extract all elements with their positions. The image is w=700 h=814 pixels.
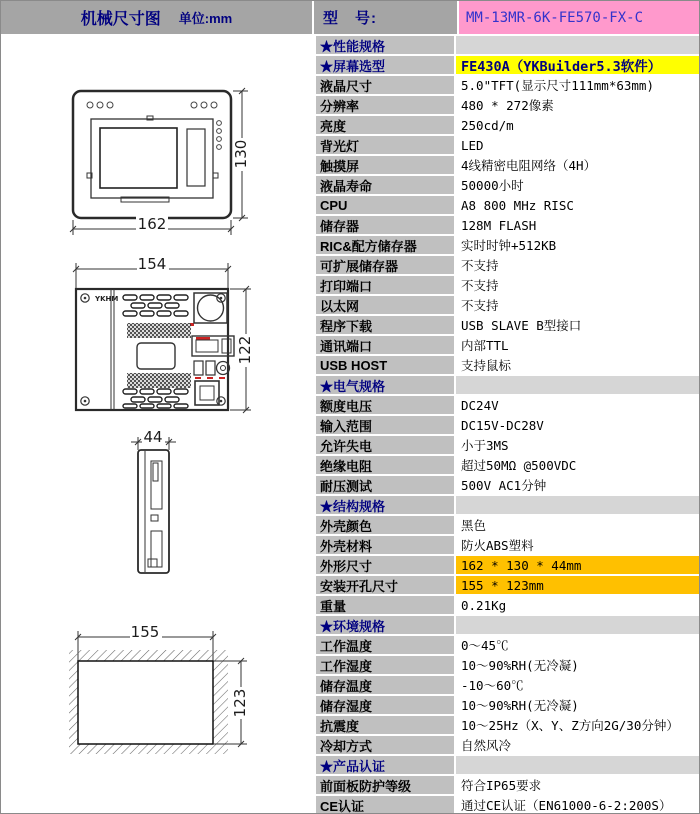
spec-row [316,696,700,714]
spec-label: CPU [316,196,454,214]
side-view-diagram [1,429,314,611]
spec-value: 128M FLASH [456,216,700,234]
spec-label: ★环境规格 [316,616,454,634]
spec-value: 超过50MΩ @500VDC [456,456,700,474]
spec-value: 5.0"TFT(显示尺寸111mm*63mm) [456,76,700,94]
spec-value: 0.21Kg [456,596,700,614]
spec-label: 重量 [316,596,454,614]
spec-value: 实时时钟+512KB [456,236,700,254]
cutout-opening [78,661,213,744]
spec-label: 储存器 [316,216,454,234]
spec-label: 工作温度 [316,636,454,654]
spec-value: 50000小时 [456,176,700,194]
spec-value: FE430A（YKBuilder5.3软件） [456,56,700,74]
spec-row [316,676,700,694]
spec-row [316,36,700,54]
spec-label: ★结构规格 [316,496,454,514]
spec-label: 通讯端口 [316,336,454,354]
spec-value: 10～90%RH(无冷凝) [456,656,700,674]
spec-row [316,756,700,774]
spec-label: CE认证 [316,796,454,814]
side-width-dim: 44 [143,429,163,446]
spec-row [316,76,700,94]
spec-value: -10～60℃ [456,676,700,694]
spec-row [316,176,700,194]
spec-label: 冷却方式 [316,736,454,754]
header-bar [1,1,699,34]
spec-row [316,116,700,134]
unit-label: 单位:mm [178,11,233,26]
spec-label: 液晶寿命 [316,176,454,194]
spec-row [316,96,700,114]
spec-value: 内部TTL [456,336,700,354]
model-label: 型 号: [323,10,377,27]
spec-value: 防火ABS塑料 [456,536,700,554]
spec-value [456,36,700,54]
spec-row [316,476,700,494]
spec-value [456,616,700,634]
spec-row [316,556,700,574]
spec-row [316,256,700,274]
back-width-dim: 154 [137,255,167,273]
spec-label: ★屏幕选型 [316,56,454,74]
spec-value: 155 * 123mm [456,576,700,594]
spec-value: 自然风冷 [456,736,700,754]
spec-row [316,356,700,374]
back-view-diagram [1,251,314,429]
cutout-height-dim: 123 [231,688,249,718]
back-height-dim: 122 [236,335,254,365]
brand-logo: YKHM [95,295,119,303]
spec-value: USB SLAVE B型接口 [456,316,700,334]
spec-label: 抗震度 [316,716,454,734]
spec-row [316,736,700,754]
spec-label: 外壳颜色 [316,516,454,534]
spec-value: 500V AC1分钟 [456,476,700,494]
spec-row [316,56,700,74]
spec-row [316,636,700,654]
spec-row [316,396,700,414]
spec-label: 工作湿度 [316,656,454,674]
spec-label: 外壳材料 [316,536,454,554]
spec-label: 亮度 [316,116,454,134]
spec-value: 支持鼠标 [456,356,700,374]
spec-value: 480 * 272像素 [456,96,700,114]
spec-row [316,716,700,734]
spec-value: 通过CE认证（EN61000-6-2:200S） [456,796,700,814]
spec-row [316,236,700,254]
spec-row [316,276,700,294]
spec-label: 触摸屏 [316,156,454,174]
spec-label: 以太网 [316,296,454,314]
mechanical-drawings-pane [1,36,314,814]
spec-label: 分辨率 [316,96,454,114]
spec-label: 储存温度 [316,676,454,694]
spec-row [316,516,700,534]
spec-row [316,776,700,794]
spec-row [316,296,700,314]
spec-label: 储存湿度 [316,696,454,714]
spec-value: 10～90%RH(无冷凝) [456,696,700,714]
spec-row [316,456,700,474]
spec-row [316,656,700,674]
model-value-cell [459,1,699,34]
spec-label: RIC&配方储存器 [316,236,454,254]
spec-label: 输入范围 [316,416,454,434]
spec-row [316,416,700,434]
spec-value: 小于3MS [456,436,700,454]
spec-value [456,756,700,774]
spec-row [316,196,700,214]
spec-row [316,536,700,554]
front-view-diagram [1,53,314,249]
model-label-cell [314,1,457,34]
spec-row [316,316,700,334]
spec-row [316,576,700,594]
spec-label: 外形尺寸 [316,556,454,574]
spec-label: 绝缘电阻 [316,456,454,474]
spec-value: A8 800 MHz RISC [456,196,700,214]
spec-label: 背光灯 [316,136,454,154]
spec-value: 10～25Hz（X、Y、Z方向2G/30分钟） [456,716,700,734]
spec-row [316,376,700,394]
spec-label: ★产品认证 [316,756,454,774]
spec-label: USB HOST [316,356,454,374]
spec-label: ★电气规格 [316,376,454,394]
front-width-dim: 162 [137,215,167,233]
front-height-dim: 130 [232,139,250,169]
spec-row [316,156,700,174]
spec-label: ★性能规格 [316,36,454,54]
spec-value: 162 * 130 * 44mm [456,556,700,574]
spec-label: 允许失电 [316,436,454,454]
spec-row [316,216,700,234]
spec-value: DC15V-DC28V [456,416,700,434]
spec-label: 额度电压 [316,396,454,414]
spec-value: LED [456,136,700,154]
spec-table [316,36,700,814]
spec-value: 0～45℃ [456,636,700,654]
spec-label: 打印端口 [316,276,454,294]
panel-cutout-diagram [1,611,314,814]
spec-label: 程序下载 [316,316,454,334]
spec-value: 250cd/m [456,116,700,134]
model-number: MM-13MR-6K-FE570-FX-C [466,9,644,26]
spec-label: 耐压测试 [316,476,454,494]
spec-value: 符合IP65要求 [456,776,700,794]
spec-value: 黑色 [456,516,700,534]
spec-value [456,376,700,394]
spec-value: 不支持 [456,296,700,314]
cutout-width-dim: 155 [130,623,160,641]
spec-row [316,336,700,354]
spec-label: 可扩展储存器 [316,256,454,274]
spec-label: 前面板防护等级 [316,776,454,794]
spec-value: 不支持 [456,276,700,294]
spec-row [316,596,700,614]
spec-value: DC24V [456,396,700,414]
page-title: 机械尺寸图 [80,11,161,28]
diagram-header-cell [1,1,312,34]
spec-row [316,436,700,454]
spec-value: 4线精密电阻网络（4H） [456,156,700,174]
spec-value [456,496,700,514]
spec-row [316,796,700,814]
red-marker [196,337,210,340]
spec-label: 液晶尺寸 [316,76,454,94]
spec-row [316,496,700,514]
spec-value: 不支持 [456,256,700,274]
spec-row [316,136,700,154]
spec-row [316,616,700,634]
spec-label: 安装开孔尺寸 [316,576,454,594]
